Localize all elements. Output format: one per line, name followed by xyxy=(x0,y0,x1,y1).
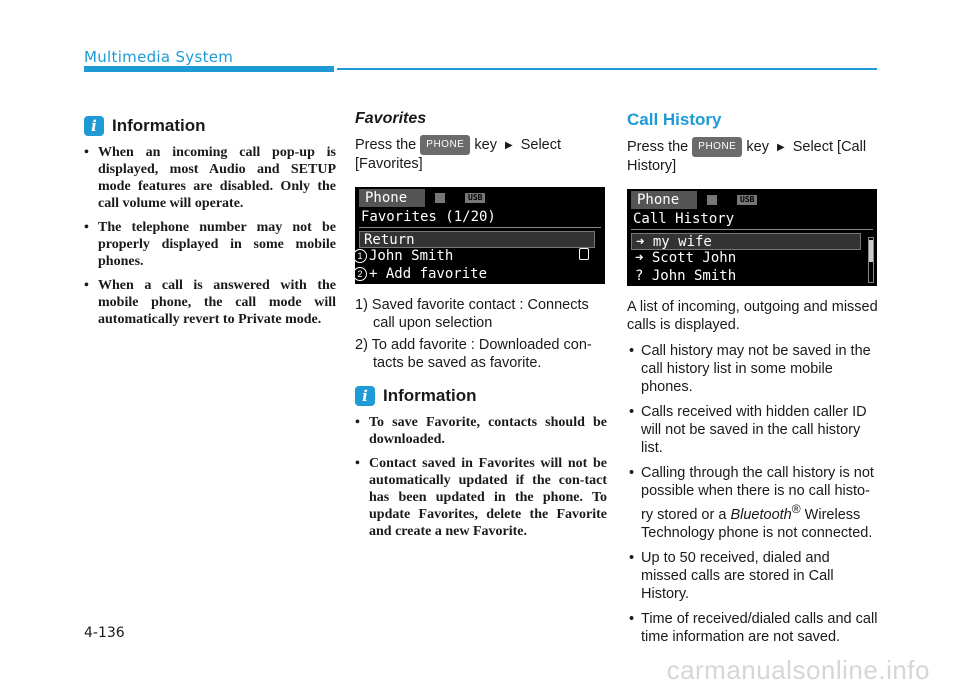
call-history-screen xyxy=(627,189,877,286)
watermark: carmanualsonline.info xyxy=(666,655,930,685)
info-item: • To save Favorite, contacts should be downloaded. xyxy=(355,414,607,448)
info-heading xyxy=(84,116,336,136)
bluetooth-brand: Bluetooth xyxy=(730,506,792,523)
screen-row-call[interactable]: ? John Smith xyxy=(635,268,737,284)
screen-row-call[interactable]: ➜ my wife xyxy=(631,233,861,250)
screen-tab-phone: Phone xyxy=(359,189,425,207)
triangle-right-icon: ▶ xyxy=(776,142,785,153)
info-list xyxy=(355,414,607,540)
call-history-title: Call History xyxy=(627,110,722,129)
triangle-right-icon: ▶ xyxy=(504,140,513,151)
screen-row-call[interactable]: ➜ Scott John xyxy=(635,250,737,266)
call-history-instruction xyxy=(627,137,879,175)
scrollbar[interactable] xyxy=(868,237,874,283)
info-item: • The telephone number may not be properly displayed in some mobile phones. xyxy=(84,219,336,270)
list-item: • Calls received with hidden caller ID will not be saved in the call history list. xyxy=(627,403,879,457)
screen-divider xyxy=(359,227,601,228)
favorites-notes xyxy=(355,296,607,372)
select-text: Select [Call History] xyxy=(627,139,867,174)
info-icon: i xyxy=(84,116,104,136)
note-item: 2) To add favorite : Downloaded con-tacts be saved as favorite. xyxy=(355,337,592,371)
info-item: • When a call is answered with the mobile phone, the call mode will automatically revert to Private mode. xyxy=(84,277,336,328)
info-item: • Contact saved in Favorites will not be automatically updated if the con-tact has been updated in the phone. To update Favorites, delete the Favorite and create a new Favorite. xyxy=(355,455,607,540)
column-middle xyxy=(355,110,607,547)
phone-key-badge: PHONE xyxy=(692,137,742,157)
screen-row-return[interactable]: Return xyxy=(359,231,595,248)
scrollbar-thumb[interactable] xyxy=(869,240,873,262)
favorites-title: Favorites xyxy=(355,110,427,127)
info-list xyxy=(84,144,336,328)
usb-badge: USB xyxy=(465,193,485,203)
usb-badge: USB xyxy=(737,195,757,205)
bt-item-pre: Calling through the call history is not possible when there is no call histo-ry stored or a xyxy=(641,465,874,523)
callout-1: 1 xyxy=(355,249,367,263)
bluetooth-icon xyxy=(707,195,717,205)
press-the-text: Press the xyxy=(355,137,417,153)
info-icon: i xyxy=(355,386,375,406)
call-history-description: A list of incoming, outgoing and missed calls is displayed. xyxy=(627,299,878,333)
bt-item-post: Wireless Technology phone is not connected. xyxy=(641,506,873,541)
list-item: • Time of received/dialed calls and call time information are not saved. xyxy=(627,610,879,646)
callout-2: 2 xyxy=(355,267,367,281)
list-item: • Up to 50 received, dialed and missed calls are stored in Call History. xyxy=(627,549,879,603)
phone-icon xyxy=(579,248,589,260)
info-heading xyxy=(355,386,607,406)
favorites-instruction xyxy=(355,135,607,173)
key-word: key xyxy=(474,137,497,153)
info-title: Information xyxy=(383,386,477,405)
info-item: • When an incoming call pop-up is displayed, most Audio and SETUP mode features are disabled. Only the call volume will operate. xyxy=(84,144,336,212)
column-right xyxy=(627,110,879,653)
screen-row-contact[interactable]: John Smith xyxy=(369,248,454,264)
header-accent-bar xyxy=(84,66,334,72)
phone-key-badge: PHONE xyxy=(420,135,470,155)
bluetooth-icon xyxy=(435,193,445,203)
list-item xyxy=(627,464,879,542)
screen-title: Favorites (1/20) xyxy=(361,209,496,225)
section-header-title: Multimedia System xyxy=(84,48,234,66)
screen-divider xyxy=(631,229,873,230)
call-history-list xyxy=(627,342,879,646)
page-number: 4-136 xyxy=(84,625,125,641)
key-word: key xyxy=(746,139,769,155)
favorites-screen xyxy=(355,187,605,284)
screen-title: Call History xyxy=(633,211,735,227)
list-item: • Call history may not be saved in the call history list in some mobile phones. xyxy=(627,342,879,396)
info-title: Information xyxy=(112,116,206,135)
screen-row-add-favorite[interactable]: + Add favorite xyxy=(369,266,488,282)
column-left xyxy=(84,110,336,335)
select-text: Select [Favorites] xyxy=(355,137,562,172)
note-item: 1) Saved favorite contact : Connects call upon selection xyxy=(355,297,589,331)
screen-tab-phone: Phone xyxy=(631,191,697,209)
header-rule xyxy=(337,68,877,70)
press-the-text: Press the xyxy=(627,139,689,155)
registered-mark: ® xyxy=(791,502,801,516)
